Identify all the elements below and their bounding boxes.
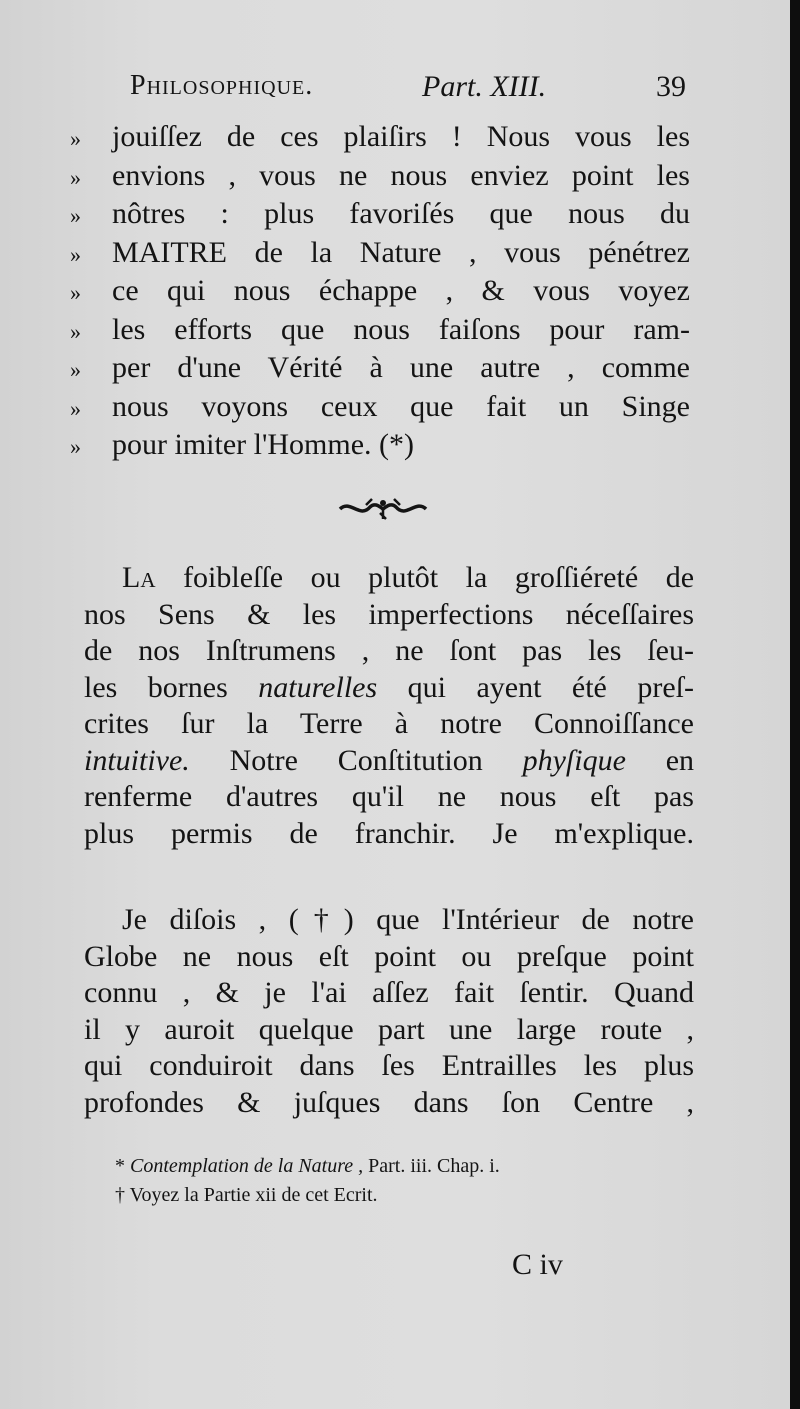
guillemet-mark: » [70, 434, 81, 459]
quote-line: » nous voyons ceux que fait un Singe [70, 388, 690, 427]
quote-line: » envions , vous ne nous enviez point les [70, 157, 690, 196]
footnote-1: * Contemplation de la Nature , Part. iii. Chap. i. [115, 1155, 500, 1177]
guillemet-mark: » [70, 395, 81, 421]
quote-line: » MAITRE de la Nature , vous pénétrez [70, 234, 690, 273]
guillemet-mark: » [70, 241, 81, 267]
text-line: Globe ne nous eſt point ou preſque point [84, 939, 694, 973]
text-line: profondes & juſques dans ſon Centre , [84, 1085, 694, 1119]
quote-line: » ce qui nous échappe , & vous voyez [70, 272, 690, 311]
signature-mark: C iv [512, 1248, 563, 1281]
page-number: 39 [656, 70, 686, 103]
text-line: intuitive. Notre Conſtitution phyſique en [84, 743, 695, 777]
text-line: de nos Inſtrumens , ne ſont pas les ſeu- [84, 634, 694, 667]
guillemet-mark: » [70, 164, 81, 190]
text-line: La foibleſſe ou plutôt la groſſiéreté de [122, 561, 695, 594]
text-line: crites ſur la Terre à notre Connoiſſance [84, 707, 694, 740]
text-line: il y auroit quelque part une large route , [84, 1012, 694, 1046]
guillemet-mark: » [70, 280, 81, 305]
text-line: connu , & je l'ai aſſez fait ſentir. Quand [84, 976, 694, 1009]
quoted-passage [70, 118, 690, 465]
page-header [130, 70, 690, 116]
running-head: Philosophique. [130, 70, 314, 101]
text-line: les bornes naturelles qui ayent été preſ- [84, 670, 694, 704]
page-edge-shadow [790, 0, 800, 1409]
guillemet-mark: » [70, 203, 81, 228]
quote-line: » jouiſſez de ces plaiſirs ! Nous vous les [70, 118, 690, 157]
footnote-2: † Voyez la Partie xii de cet Ecrit. [115, 1184, 378, 1206]
footnotes [115, 1152, 675, 1210]
text-line: plus permis de franchir. Je m'explique. [84, 816, 694, 850]
quote-line: » per d'une Vérité à une autre , comme [70, 349, 690, 388]
printer-ornament-icon [336, 495, 430, 523]
text-line: qui conduiroit dans ſes Entrailles les plus [84, 1049, 694, 1082]
guillemet-mark: » [70, 126, 81, 151]
text-line: nos Sens & les imperfections néceſſaires [84, 597, 694, 631]
guillemet-mark: » [70, 357, 81, 382]
part-label: Part. XIII. [422, 70, 547, 103]
quote-line: » les efforts que nous faiſons pour ram- [70, 311, 690, 350]
guillemet-mark: » [70, 318, 81, 344]
quote-line: » nôtres : plus favoriſés que nous du [70, 195, 690, 234]
text-line: Je diſois , (†) que l'Intérieur de notre [122, 903, 694, 936]
paragraph-2 [84, 902, 694, 1121]
text-line: renferme d'autres qu'il ne nous eſt pas [84, 780, 694, 813]
paragraph-1 [84, 560, 694, 852]
quote-line: » pour imiter l'Homme. (*) [70, 426, 690, 465]
